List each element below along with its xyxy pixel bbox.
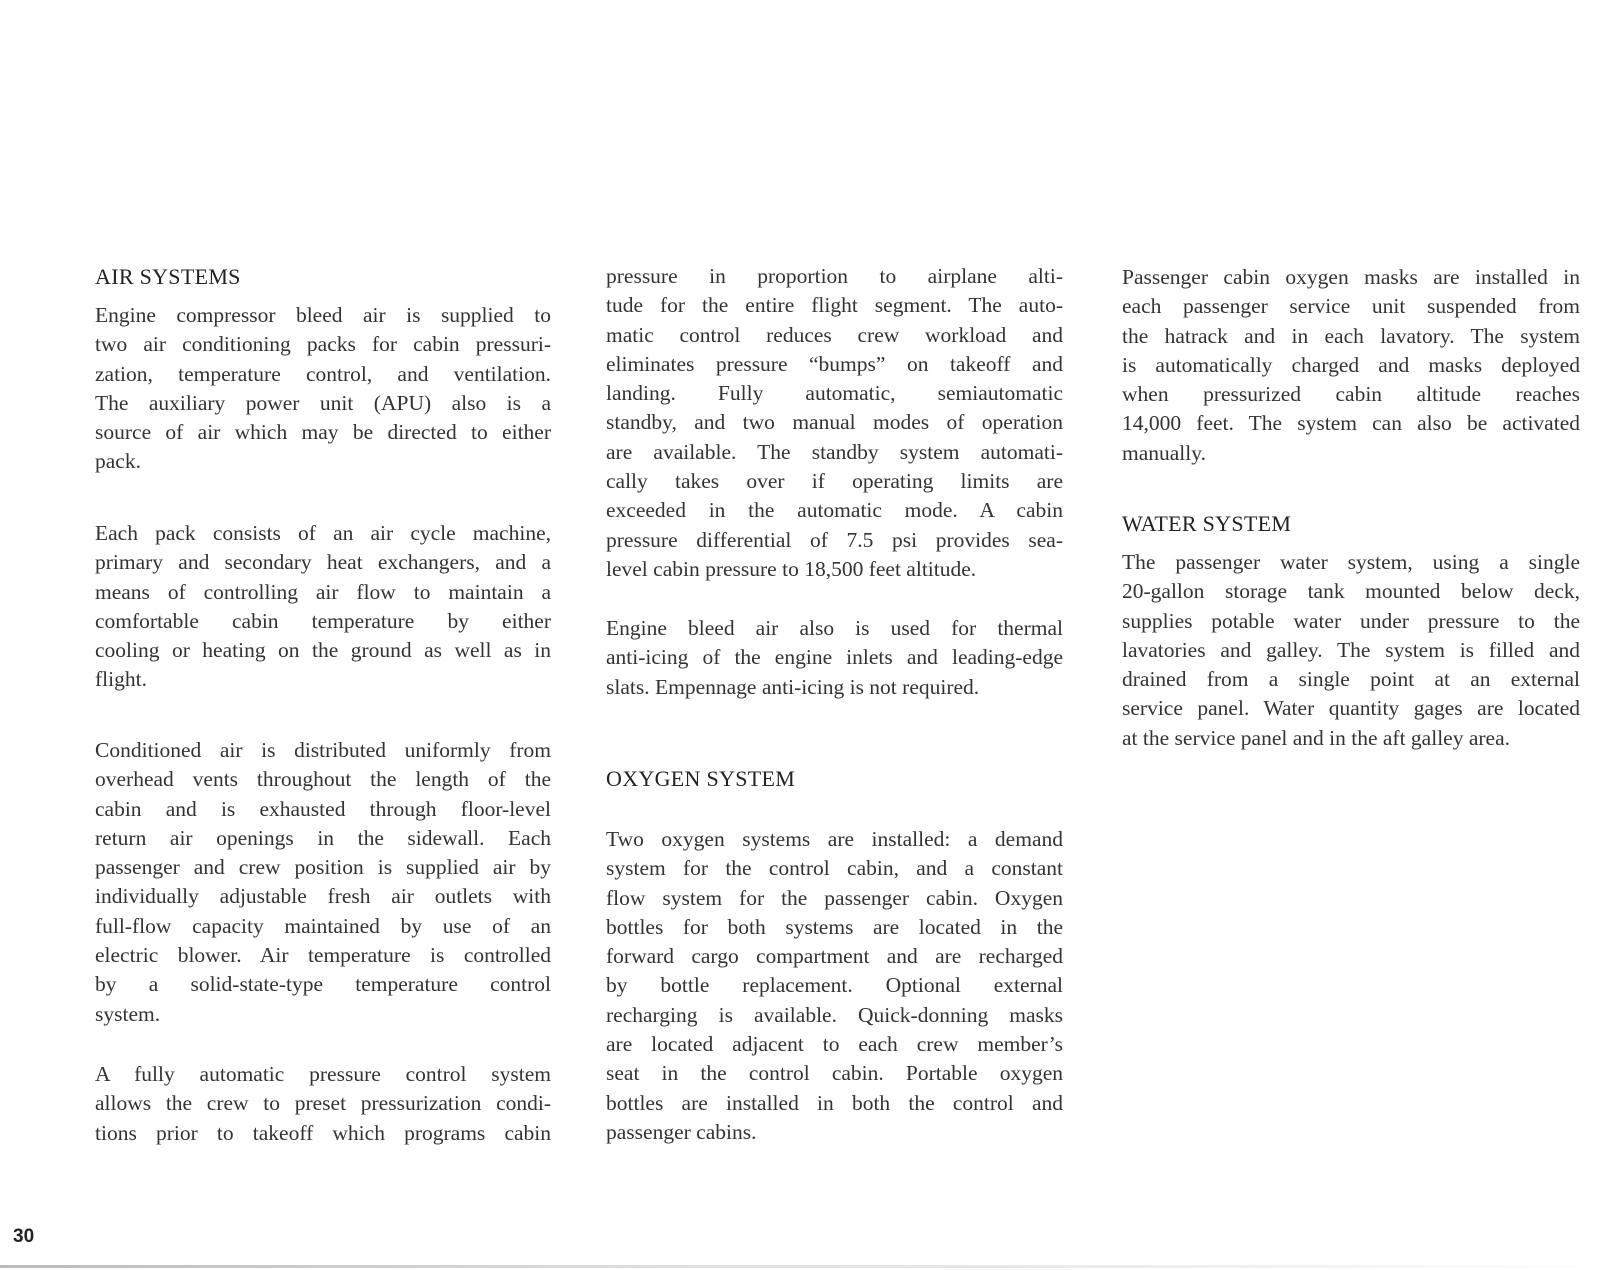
text-line: by a solid-state-type temperature control (95, 972, 551, 997)
text-line: flight. (95, 667, 147, 692)
text-line: The auxiliary power unit (APU) also is a (95, 390, 551, 415)
text-line: pressure in proportion to airplane alti- (606, 264, 1063, 288)
paragraph (606, 614, 1063, 702)
text-line: comfortable cabin temperature by either (95, 608, 551, 633)
text-line: Engine bleed air also is used for thermal (606, 616, 1063, 640)
text-line: bottles are installed in both the control and (606, 1090, 1063, 1115)
text-line: electric blower. Air temperature is controlled (95, 943, 551, 968)
text-line: Two oxygen systems are installed: a demand (606, 827, 1063, 851)
text-line: 14,000 feet. The system can also be activated (1122, 411, 1580, 436)
text-line: are available. The standby system automati- (606, 439, 1063, 464)
text-line: at the service panel and in the aft galley area. (1122, 725, 1510, 750)
text-line: the hatrack and in each lavatory. The system (1122, 323, 1580, 348)
text-line: pressure differential of 7.5 psi provides sea- (606, 527, 1063, 552)
text-line: Passenger cabin oxygen masks are installed in (1122, 265, 1580, 289)
text-line: pack. (95, 449, 141, 474)
text-line: return air openings in the sidewall. Each (95, 825, 551, 850)
text-line: A fully automatic pressure control system (95, 1062, 551, 1086)
text-line: tions prior to takeoff which programs cabin (95, 1120, 551, 1145)
text-line: cabin and is exhausted through floor-level (95, 796, 551, 821)
text-line: exceeded in the automatic mode. A cabin (606, 498, 1063, 523)
text-line: bottles for both systems are located in the (606, 914, 1063, 939)
text-line: drained from a single point at an external (1122, 667, 1580, 692)
text-line: forward cargo compartment and are recharged (606, 944, 1063, 969)
paragraph (1122, 548, 1580, 753)
text-line: source of air which may be directed to either (95, 420, 551, 445)
text-line: lavatories and galley. The system is filled and (1122, 637, 1580, 662)
text-line: eliminates pressure “bumps” on takeoff and (606, 351, 1063, 376)
text-line: two air conditioning packs for cabin pressuri- (95, 332, 551, 357)
text-line: primary and secondary heat exchangers, and a (95, 550, 551, 575)
text-line: matic control reduces crew workload and (606, 322, 1063, 347)
text-line: allows the crew to preset pressurization condi- (95, 1091, 551, 1116)
page-number: 30 (13, 1226, 35, 1247)
text-line: recharging is available. Quick-donning masks (606, 1002, 1063, 1027)
text-line: full-flow capacity maintained by use of an (95, 913, 551, 938)
text-line: cooling or heating on the ground as well as in (95, 638, 551, 663)
text-line: supplies potable water under pressure to the (1122, 608, 1580, 633)
text-line: is automatically charged and masks deployed (1122, 352, 1580, 377)
text-line: Engine compressor bleed air is supplied to (95, 303, 551, 327)
section-heading: WATER SYSTEM (1122, 511, 1292, 536)
text-line: when pressurized cabin altitude reaches (1122, 382, 1580, 407)
text-line: are located adjacent to each crew member’s (606, 1032, 1063, 1057)
paragraph (95, 519, 551, 695)
text-line: landing. Fully automatic, semiautomatic (606, 381, 1063, 406)
text-line: system. (95, 1001, 161, 1026)
text-line: flow system for the passenger cabin. Oxygen (606, 885, 1063, 910)
text-line: manually. (1122, 440, 1206, 465)
text-line: passenger cabins. (606, 1119, 757, 1144)
text-line: slats. Empennage anti-icing is not required. (606, 674, 980, 699)
text-line: Conditioned air is distributed uniformly from (95, 738, 551, 762)
text-line: by bottle replacement. Optional external (606, 973, 1063, 998)
paragraph (606, 825, 1063, 1147)
text-line: level cabin pressure to 18,500 feet altitude. (606, 556, 977, 581)
text-line: each passenger service unit suspended from (1122, 294, 1580, 319)
paragraph (95, 736, 551, 1029)
paragraph (1122, 263, 1580, 468)
text-line: seat in the control cabin. Portable oxygen (606, 1061, 1063, 1086)
text-line: passenger and crew position is supplied air by (95, 855, 551, 880)
section-heading: AIR SYSTEMS (95, 264, 241, 289)
text-line: system for the control cabin, and a constant (606, 856, 1063, 881)
paragraph (95, 301, 551, 477)
text-line: Each pack consists of an air cycle machine, (95, 521, 551, 545)
paragraph (95, 1060, 551, 1148)
text-line: 20-gallon storage tank mounted below deck, (1122, 579, 1580, 604)
text-line: cally takes over if operating limits are (606, 469, 1063, 494)
text-line: zation, temperature control, and ventilation. (95, 361, 551, 386)
text-line: service panel. Water quantity gages are located (1122, 696, 1580, 721)
text-line: anti-icing of the engine inlets and leading-edge (606, 645, 1063, 670)
text-line: means of controlling air flow to maintain a (95, 579, 551, 604)
text-line: tude for the entire flight segment. The auto- (606, 293, 1063, 318)
paragraph (606, 262, 1063, 584)
text-line: The passenger water system, using a single (1122, 550, 1580, 574)
text-line: overhead vents throughout the length of the (95, 767, 551, 792)
text-line: standby, and two manual modes of operation (606, 410, 1063, 435)
text-line: individually adjustable fresh air outlets with (95, 884, 551, 909)
bottom-rule (0, 1265, 1613, 1268)
section-heading: OXYGEN SYSTEM (606, 766, 796, 791)
